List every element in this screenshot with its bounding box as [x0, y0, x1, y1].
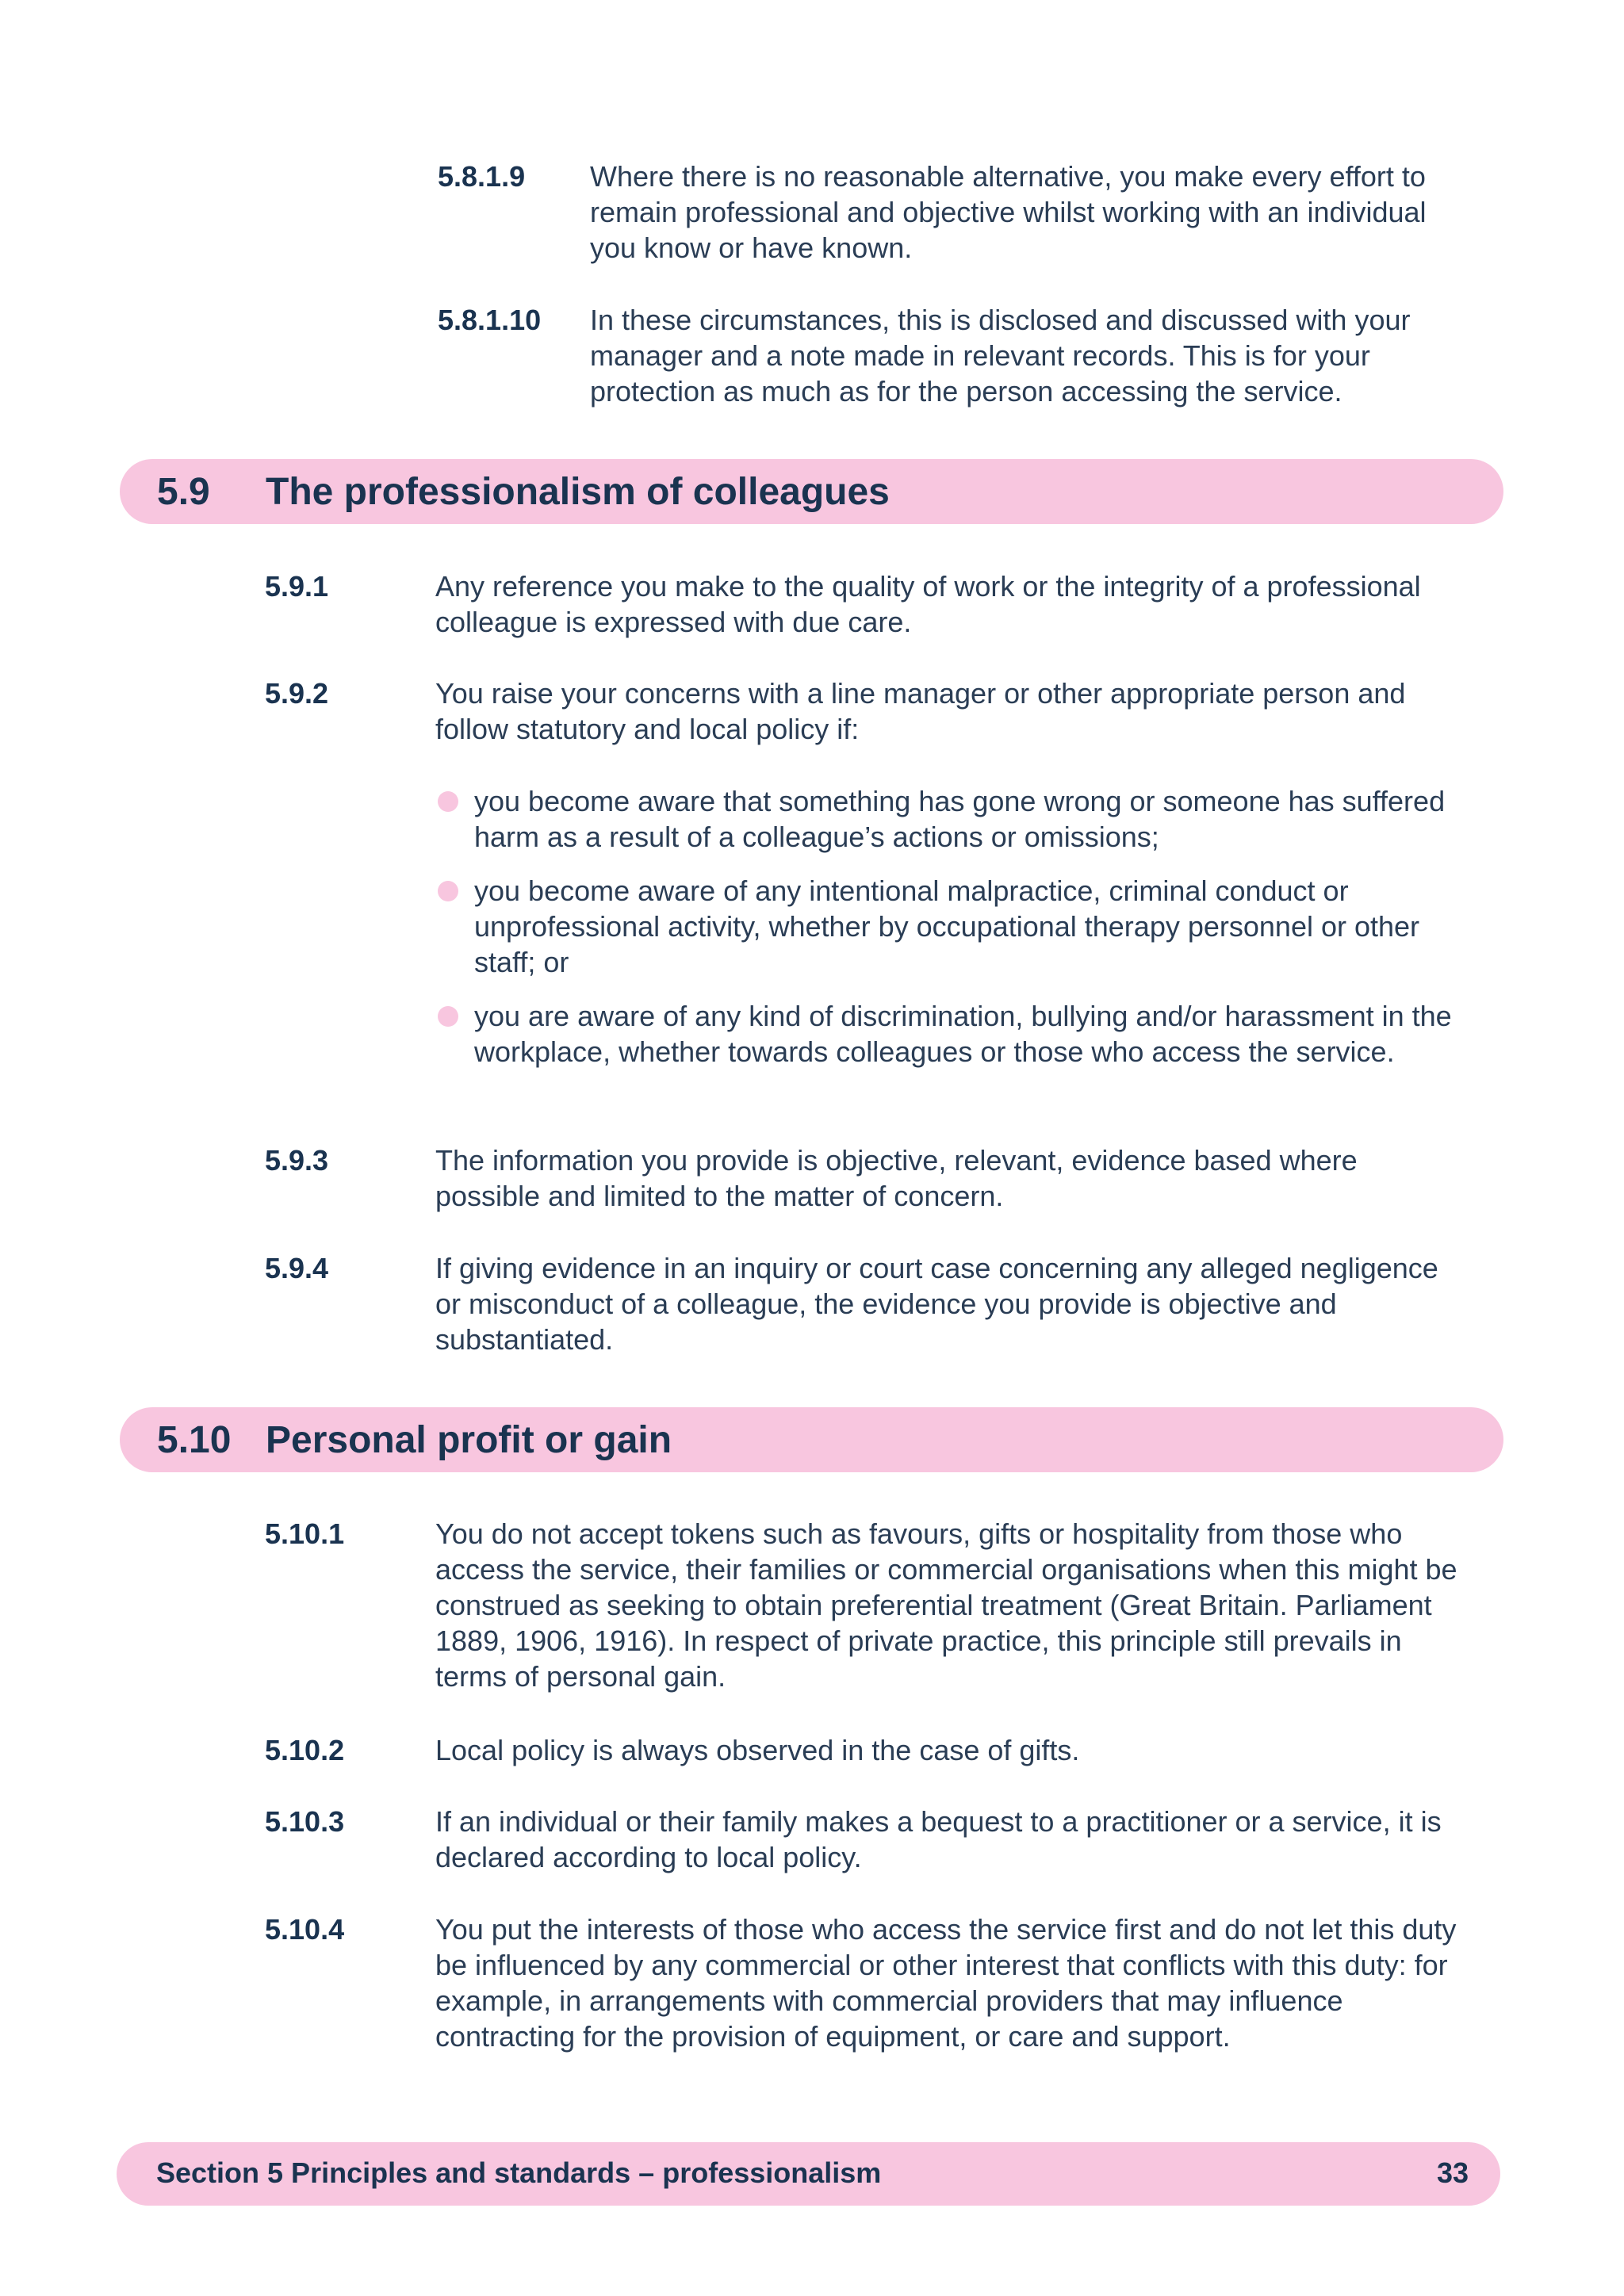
clause-text: If an individual or their family makes a bequest to a practitioner or a service, it is declared according to local policy.: [435, 1805, 1442, 1873]
clause-number: 5.10.1: [265, 1517, 345, 1550]
clause-text: Where there is no reasonable alternative, you make every effort to remain professional and objective whilst working with an individual you know or have known.: [590, 160, 1427, 264]
clause-text: Any reference you make to the quality of work or the integrity of a professional colleague is expressed with due care.: [435, 570, 1421, 638]
bullet-dot-icon: [438, 791, 458, 812]
clause-5-10-2: [265, 1732, 1466, 1768]
section-number: 5.10: [157, 1418, 232, 1461]
page-number: 33: [1436, 2156, 1469, 2189]
clause-number: 5.9.1: [265, 570, 329, 603]
clause-5-8-1-10: [438, 302, 1462, 409]
clause-number: 5.9.3: [265, 1144, 329, 1177]
clause-number: 5.9.2: [265, 677, 329, 710]
clause-5-9-1: [265, 568, 1466, 640]
clause-number: 5.10.3: [265, 1805, 345, 1838]
clause-5-8-1-9: [438, 159, 1462, 266]
clause-number: 5.8.1.9: [438, 160, 526, 193]
page-footer: [117, 2142, 1500, 2206]
section-title: The professionalism of colleagues: [266, 470, 890, 513]
clause-5-10-3: [265, 1804, 1466, 1875]
bullet-dot-icon: [438, 881, 458, 901]
section-title: Personal profit or gain: [266, 1418, 672, 1461]
section-heading-5-9: [120, 459, 1503, 524]
bullet-text: you become aware of any intentional malpractice, criminal conduct or unprofessional activity, whether by occupational therapy personnel or other staff; or: [474, 874, 1420, 978]
bullet-text: you are aware of any kind of discrimination, bullying and/or harassment in the workplace, whether towards colleagues or those who access the service.: [474, 1000, 1452, 1068]
clause-5-10-4: [265, 1911, 1466, 2054]
concern-bullet-list: [435, 783, 1481, 1088]
clause-5-10-1: [265, 1516, 1466, 1694]
clause-5-9-2: [265, 675, 1466, 747]
clause-text: In these circumstances, this is disclosed and discussed with your manager and a note made in relevant records. This is for your protection as much as for the person accessing the service.: [590, 304, 1411, 408]
bullet-text: you become aware that something has gone wrong or someone has suffered harm as a result of a colleague’s actions or omissions;: [474, 785, 1446, 853]
clause-text: You do not accept tokens such as favours, gifts or hospitality from those who access the service, their families or commercial organisations when this might be construed as seeking to obtain preferential treatment (Great Britain. Parliament 1889, 1906, 1916). In respect of private practice, this principle still prevails in terms of personal gain.: [435, 1517, 1457, 1693]
footer-section-title: Section 5 Principles and standards – professionalism: [156, 2156, 882, 2189]
clause-text: Local policy is always observed in the case of gifts.: [435, 1734, 1080, 1766]
clause-text: You raise your concerns with a line manager or other appropriate person and follow statutory and local policy if:: [435, 677, 1406, 745]
clause-5-9-4: [265, 1250, 1466, 1357]
list-item: [435, 783, 1481, 855]
clause-text: If giving evidence in an inquiry or court case concerning any alleged negligence or misconduct of a colleague, the evidence you provide is objective and substantiated.: [435, 1252, 1438, 1356]
list-item: [435, 873, 1481, 980]
clause-number: 5.8.1.10: [438, 304, 542, 336]
clause-text: The information you provide is objective, relevant, evidence based where possible and limited to the matter of concern.: [435, 1144, 1358, 1212]
section-number: 5.9: [157, 470, 210, 513]
list-item: [435, 998, 1481, 1070]
bullet-dot-icon: [438, 1006, 458, 1027]
clause-number: 5.9.4: [265, 1252, 329, 1284]
clause-5-9-3: [265, 1142, 1466, 1214]
clause-text: You put the interests of those who access the service first and do not let this duty be influenced by any commercial or other interest that conflicts with this duty: for example, in arrangements with commercial providers that may influence contracting for the provision of equipment, or care and support.: [435, 1913, 1457, 2053]
clause-number: 5.10.2: [265, 1734, 345, 1766]
clause-number: 5.10.4: [265, 1913, 345, 1946]
section-heading-5-10: [120, 1407, 1503, 1472]
